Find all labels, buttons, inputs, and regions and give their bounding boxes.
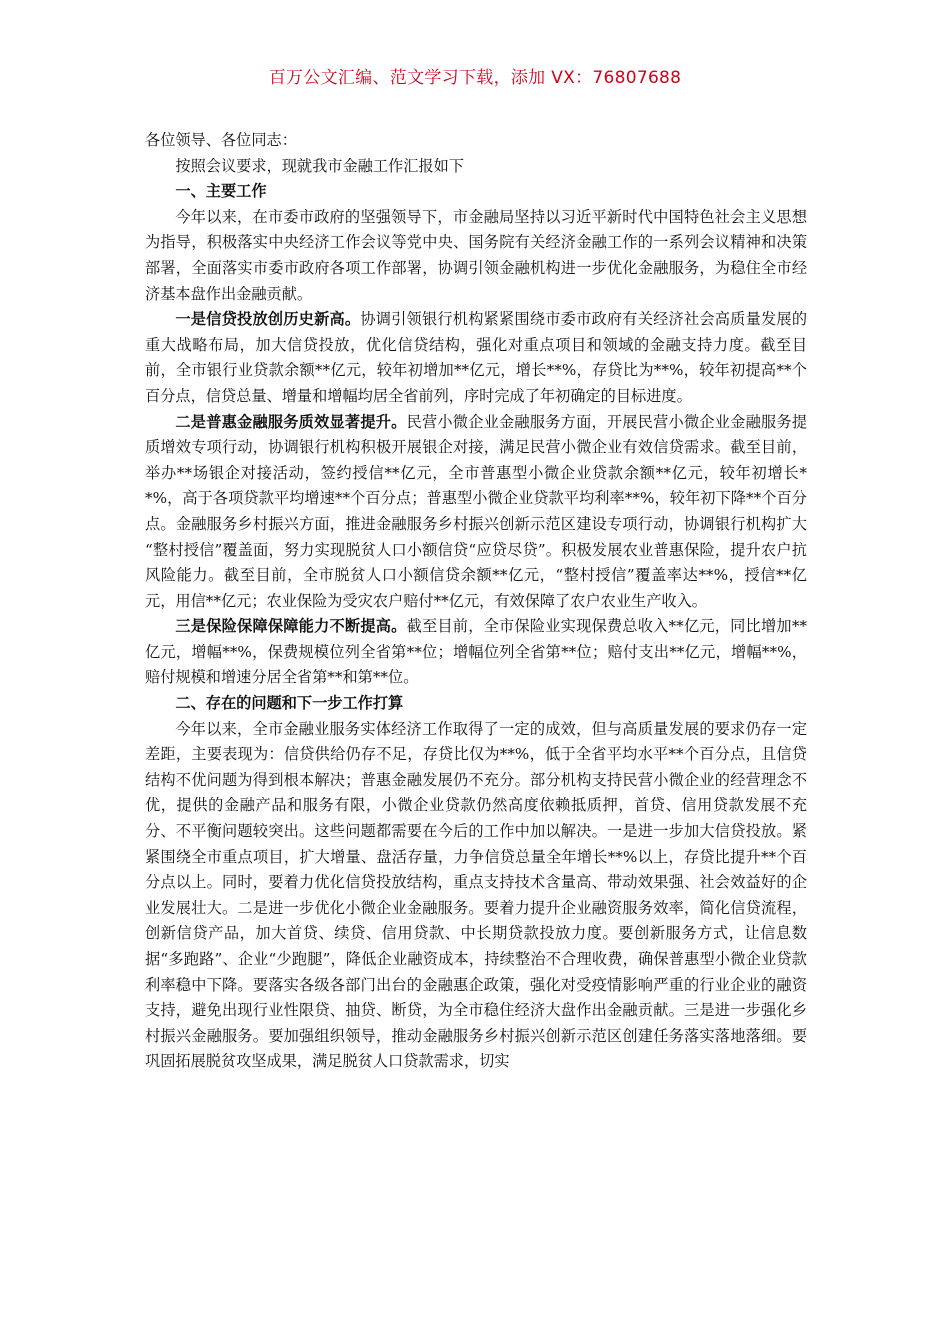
point2-paragraph	[145, 410, 807, 615]
section-heading-main-work: 一、主要工作	[175, 182, 267, 201]
point3-lead: 三是保险保障保障能力不断提高。	[175, 617, 407, 636]
section2-paragraph: 今年以来，全市金融业服务实体经济工作取得了一定的成效，但与高质量发展的要求仍存一定差距，主要表现为：信贷供给仍存不足，存贷比仅为**%，低于全省平均水平**个百分点，且信贷结构不优问题为得到根本解决；普惠金融发展仍不充分。部分机构支持民营小微企业的经营理念不优，提供的金融产品和服务有限，小微企业贷款仍然高度依赖抵质押，首贷、信用贷款发展不充分、不平衡问题较突出。这些问题都需要在今后的工作中加以解决。一是进一步加大信贷投放。紧紧围绕全市重点项目，扩大增量、盘活存量，力争信贷总量全年增长**%以上，存贷比提升**个百分点以上。同时，要着力优化信贷投放结构，重点支持技术含量高、带动效果强、社会效益好的企业发展壮大。二是进一步优化小微企业金融服务。要着力提升企业融资服务效率，简化信贷流程，创新信贷产品，加大首贷、续贷、信用贷款、中长期贷款投放力度。要创新服务方式，让信息数据“多跑路”、企业“少跑腿”，降低企业融资成本，持续整治不合理收费，确保普惠型小微企业贷款利率稳中下降。要落实各级各部门出台的金融惠企政策，强化对受疫情影响严重的行业企业的融资支持，避免出现行业性限贷、抽贷、断贷，为全市稳住经济大盘作出金融贡献。三是进一步强化乡村振兴金融服务。要加强组织领导，推动金融服务乡村振兴创新示范区创建任务落实落地落细。要巩固拓展脱贫攻坚成果，满足脱贫人口贷款需求，切实	[145, 719, 807, 1071]
document-body	[145, 128, 807, 1075]
point3-body: 截至目前，全市保险业实现保费总收入**亿元，同比增加**亿元，增幅**%，保费规模位列全省第**位；增幅位列全省第**位；赔付支出**亿元，增幅**%，赔付规模和增速分居全省第**和第**位。	[145, 617, 808, 687]
point2-body: 民营小微企业金融服务方面，开展民营小微企业金融服务提质增效专项行动，协调银行机构积极开展银企对接，满足民营小微企业有效信贷需求。截至目前，举办**场银企对接活动，签约授信**亿元，全市普惠型小微企业贷款余额**亿元，较年初增长**%，高于各项贷款平均增速**个百分点；普惠型小微企业贷款平均利率**%，较年初下降**个百分点。金融服务乡村振兴方面，推进金融服务乡村振兴创新示范区建设专项行动，协调银行机构扩大 “整村授信”覆盖面，努力实现脱贫人口小额信贷“应贷尽贷”。积极发展农业普惠保险，提升农户抗风险能力。截至目前，全市脱贫人口小额信贷余额**亿元，“整村授信”覆盖率达**%，授信**亿元，用信**亿元；农业保险为受灾农户赔付**亿元，有效保障了农户农业生产收入。	[145, 412, 808, 610]
section-heading-problems: 二、存在的问题和下一步工作打算	[175, 694, 404, 713]
intro-paragraph: 按照会议要求，现就我市金融工作汇报如下	[175, 156, 464, 175]
salutation: 各位领导、各位同志：	[145, 131, 297, 149]
point2-lead: 二是普惠金融服务质效显著提升。	[175, 412, 407, 431]
promo-banner: 百万公文汇编、范文学习下载，添加 VX：76807688	[268, 68, 682, 88]
point1-body: 协调引领银行机构紧紧围绕市委市政府有关经济社会高质量发展的重大战略布局，加大信贷投放，优化信贷结构，强化对重点项目和领域的金融支持力度。截至目前，全市银行业贷款余额**亿元，较年初增加**亿元，增长**%，存贷比为**%，较年初提高**个百分点，信贷总量、增量和增幅均居全省前列，序时完成了年初确定的目标进度。	[145, 310, 808, 405]
point1-lead: 一是信贷投放创历史新高。	[175, 310, 361, 329]
section1-paragraph: 今年以来，在市委市政府的坚强领导下，市金融局坚持以习近平新时代中国特色社会主义思想为指导，积极落实中央经济工作会议等党中央、国务院有关经济金融工作的一系列会议精神和决策部署，全面落实市委市政府各项工作部署，协调引领金融机构进一步优化金融服务，为稳住全市经济基本盘作出金融贡献。	[145, 207, 807, 303]
point3-paragraph	[145, 614, 807, 691]
point1-paragraph	[145, 307, 807, 409]
